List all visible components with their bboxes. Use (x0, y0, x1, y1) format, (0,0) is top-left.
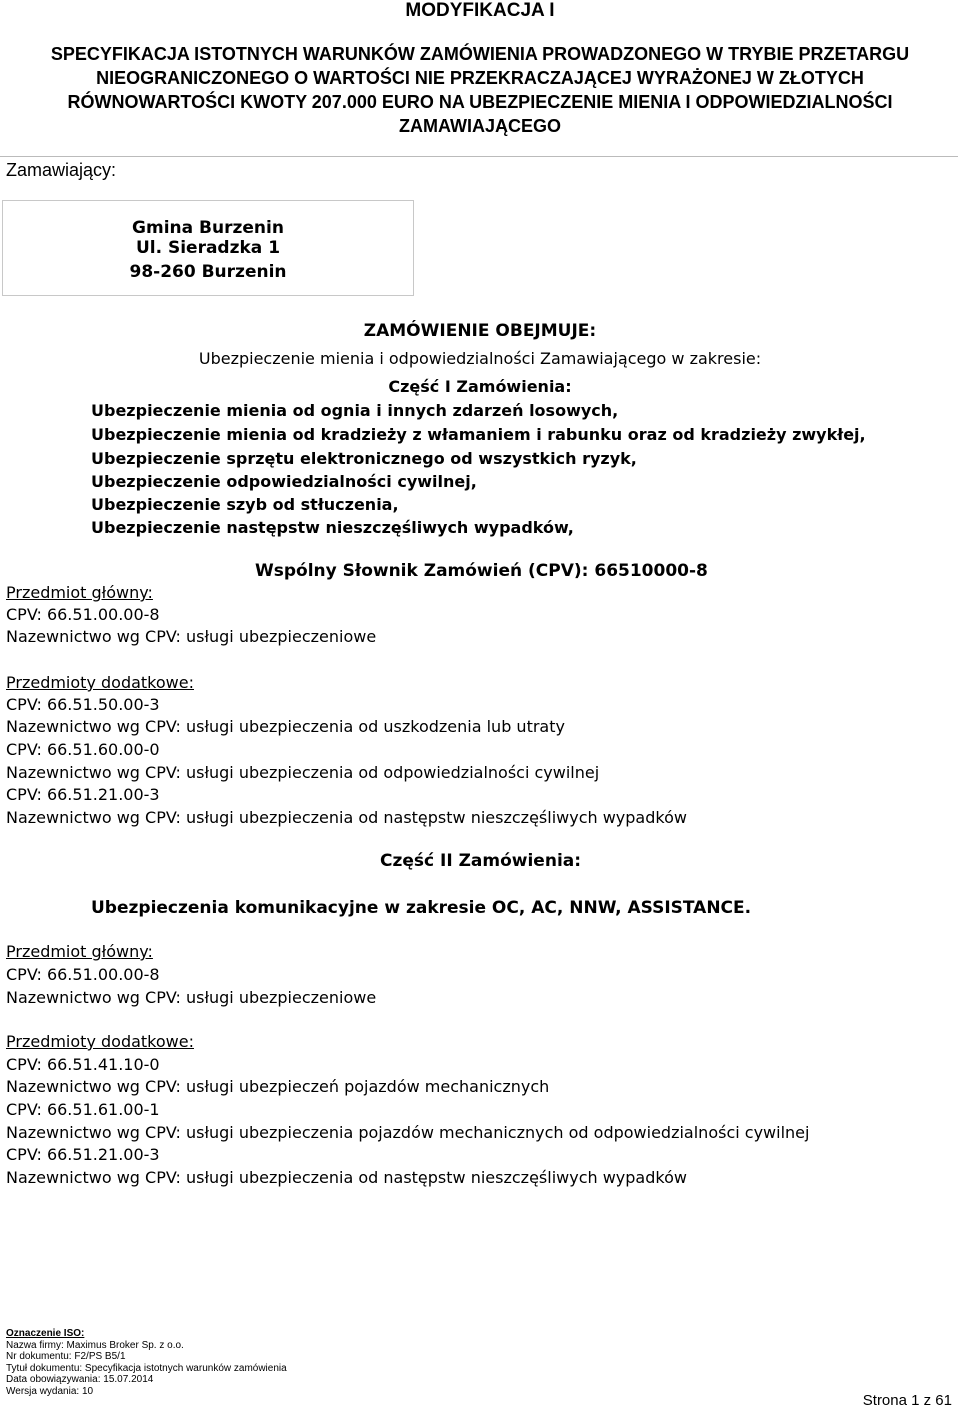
scope-heading: ZAMÓWIENIE OBEJMUJE: (363, 321, 597, 341)
additional-subjects-label: Przedmioty dodatkowe: (6, 1032, 194, 1051)
spec-title-line: SPECYFIKACJA ISTOTNYCH WARUNKÓW ZAMÓWIENIA PROWADZONEGO W TRYBIE PRZETARGU (50, 44, 910, 64)
spec-title-line: RÓWNOWARTOŚCI KWOTY 207.000 EURO NA UBEZPIECZENIE MIENIA I ODPOWIEDZIALNOŚCI (67, 92, 893, 112)
footer-line: Nr dokumentu: F2/PS B5/1 (6, 1351, 126, 1362)
part2-item: Ubezpieczenia komunikacyjne w zakresie OC, AC, NNW, ASSISTANCE. (91, 898, 752, 918)
cpv-code: CPV: 66.51.61.00-1 (6, 1100, 160, 1119)
cpv-name: Nazewnictwo wg CPV: usługi ubezpieczeń pojazdów mechanicznych (6, 1077, 550, 1096)
section-divider (0, 156, 958, 157)
part2-heading: Część II Zamówienia: (380, 851, 582, 871)
cpv-code: CPV: 66.51.00.00-8 (6, 605, 160, 624)
scope-intro: Ubezpieczenie mienia i odpowiedzialności Zamawiającego w zakresie: (198, 349, 762, 368)
part1-item: Ubezpieczenie mienia od kradzieży z włamaniem i rabunku oraz od kradzieży zwykłej, (91, 425, 866, 444)
part1-item: Ubezpieczenie mienia od ognia i innych zdarzeń losowych, (91, 401, 619, 420)
cpv-name: Nazewnictwo wg CPV: usługi ubezpieczeniowe (6, 988, 377, 1007)
spec-title-line: ZAMAWIAJĄCEGO (399, 116, 561, 136)
iso-label: Oznaczenie ISO: (6, 1328, 85, 1339)
authority-street: Ul. Sieradzka 1 (135, 238, 281, 258)
cpv-code: CPV: 66.51.50.00-3 (6, 695, 160, 714)
authority-city: 98-260 Burzenin (129, 262, 287, 282)
cpv-code: CPV: 66.51.21.00-3 (6, 1145, 160, 1164)
cpv-code: CPV: 66.51.41.10-0 (6, 1055, 160, 1074)
part1-item: Ubezpieczenie sprzętu elektronicznego od wszystkich ryzyk, (91, 449, 637, 468)
cpv-code: CPV: 66.51.00.00-8 (6, 965, 160, 984)
part1-item: Ubezpieczenie szyb od stłuczenia, (91, 495, 399, 514)
part1-item: Ubezpieczenie odpowiedzialności cywilnej, (91, 472, 477, 491)
cpv-name: Nazewnictwo wg CPV: usługi ubezpieczenia od uszkodzenia lub utraty (6, 717, 565, 736)
additional-subjects-label: Przedmioty dodatkowe: (6, 673, 194, 692)
spec-title-line: NIEOGRANICZONEGO O WARTOŚCI NIE PRZEKRACZAJĄCEJ WYRAŻONEJ W ZŁOTYCH (96, 68, 864, 88)
cpv-name: Nazewnictwo wg CPV: usługi ubezpieczeniowe (6, 627, 377, 646)
main-subject-label: Przedmiot główny: (6, 583, 153, 602)
cpv-name: Nazewnictwo wg CPV: usługi ubezpieczenia od odpowiedzialności cywilnej (6, 763, 600, 782)
footer-line: Data obowiązywania: 15.07.2014 (6, 1374, 154, 1385)
part1-item: Ubezpieczenie następstw nieszczęśliwych wypadków, (91, 518, 574, 537)
cpv-name: Nazewnictwo wg CPV: usługi ubezpieczenia od następstw nieszczęśliwych wypadków (6, 1168, 687, 1187)
footer-line: Tytuł dokumentu: Specyfikacja istotnych warunków zamówienia (6, 1362, 287, 1374)
authority-name: Gmina Burzenin (132, 218, 284, 238)
cpv-code: CPV: 66.51.60.00-0 (6, 740, 160, 759)
main-subject-label: Przedmiot główny: (6, 942, 153, 961)
cpv-code: CPV: 66.51.21.00-3 (6, 785, 160, 804)
part1-heading: Część I Zamówienia: (388, 377, 572, 396)
footer-line: Wersja wydania: 10 (6, 1385, 94, 1397)
cpv-name: Nazewnictwo wg CPV: usługi ubezpieczenia od następstw nieszczęśliwych wypadków (6, 808, 687, 827)
specification-title (0, 42, 960, 138)
document-modification-title: MODYFIKACJA I (405, 0, 555, 21)
document-footer (6, 1328, 287, 1397)
cpv-common-dictionary: Wspólny Słownik Zamówień (CPV): 66510000-8 (255, 561, 708, 581)
contracting-authority-label: Zamawiający: (6, 160, 117, 180)
page-number: Strona 1 z 61 (862, 1392, 952, 1409)
footer-line: Nazwa firmy: Maximus Broker Sp. z o.o. (6, 1339, 184, 1351)
contracting-authority-address-box (2, 200, 414, 296)
cpv-name: Nazewnictwo wg CPV: usługi ubezpieczenia pojazdów mechanicznych od odpowiedzialności cywilnej (6, 1123, 810, 1142)
